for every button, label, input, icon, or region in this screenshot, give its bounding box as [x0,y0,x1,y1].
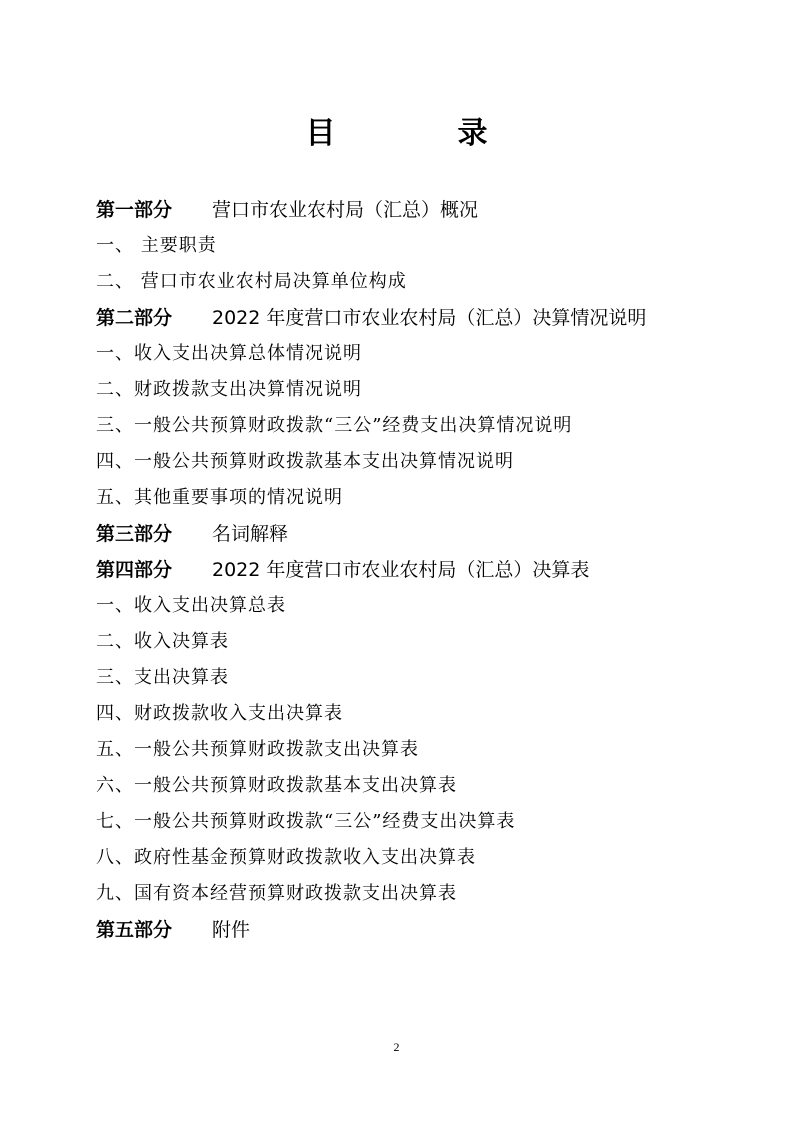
toc-part-title: 2022 年度营口市农业农村局（汇总）决算表 [212,559,590,581]
toc-part-4[interactable] [96,552,736,588]
toc-entry[interactable]: 二、收入决算表 [96,631,229,652]
toc-entry[interactable]: 一、 主要职责 [96,235,217,256]
toc-part-title: 2022 年度营口市农业农村局（汇总）决算情况说明 [212,307,647,329]
toc-entry[interactable]: 一、收入支出决算总体情况说明 [96,343,362,364]
table-of-contents [96,192,736,948]
toc-entry[interactable]: 五、一般公共预算财政拨款支出决算表 [96,739,419,760]
toc-part-1[interactable] [96,192,736,228]
toc-entry[interactable]: 九、国有资本经营预算财政拨款支出决算表 [96,883,457,904]
toc-part-label: 第三部分 [96,523,173,545]
toc-entry[interactable]: 四、财政拨款收入支出决算表 [96,703,343,724]
toc-entry[interactable]: 六、一般公共预算财政拨款基本支出决算表 [96,775,457,796]
toc-part-label: 第二部分 [96,307,173,329]
toc-entry[interactable]: 八、政府性基金预算财政拨款收入支出决算表 [96,847,476,868]
toc-part-title: 附件 [212,919,251,941]
toc-entry[interactable]: 四、一般公共预算财政拨款基本支出决算情况说明 [96,451,514,472]
toc-part-5[interactable] [96,912,736,948]
toc-part-label: 第五部分 [96,919,173,941]
toc-entry[interactable]: 二、财政拨款支出决算情况说明 [96,379,362,400]
toc-entry[interactable]: 一、收入支出决算总表 [96,595,286,616]
toc-part-label: 第四部分 [96,559,173,581]
toc-entry[interactable]: 三、支出决算表 [96,667,229,688]
page-title: 目 录 [305,116,534,151]
toc-part-label: 第一部分 [96,199,173,221]
page-number: 2 [393,1040,400,1054]
toc-entry[interactable]: 五、其他重要事项的情况说明 [96,487,343,508]
toc-entry[interactable]: 七、一般公共预算财政拨款“三公”经费支出决算表 [96,811,516,832]
toc-part-3[interactable] [96,516,736,552]
toc-entry[interactable]: 二、 营口市农业农村局决算单位构成 [96,271,407,292]
toc-part-2[interactable] [96,300,736,336]
toc-part-title: 名词解释 [212,523,289,545]
toc-entry[interactable]: 三、一般公共预算财政拨款“三公”经费支出决算情况说明 [96,415,573,436]
toc-part-title: 营口市农业农村局（汇总）概况 [212,199,479,221]
